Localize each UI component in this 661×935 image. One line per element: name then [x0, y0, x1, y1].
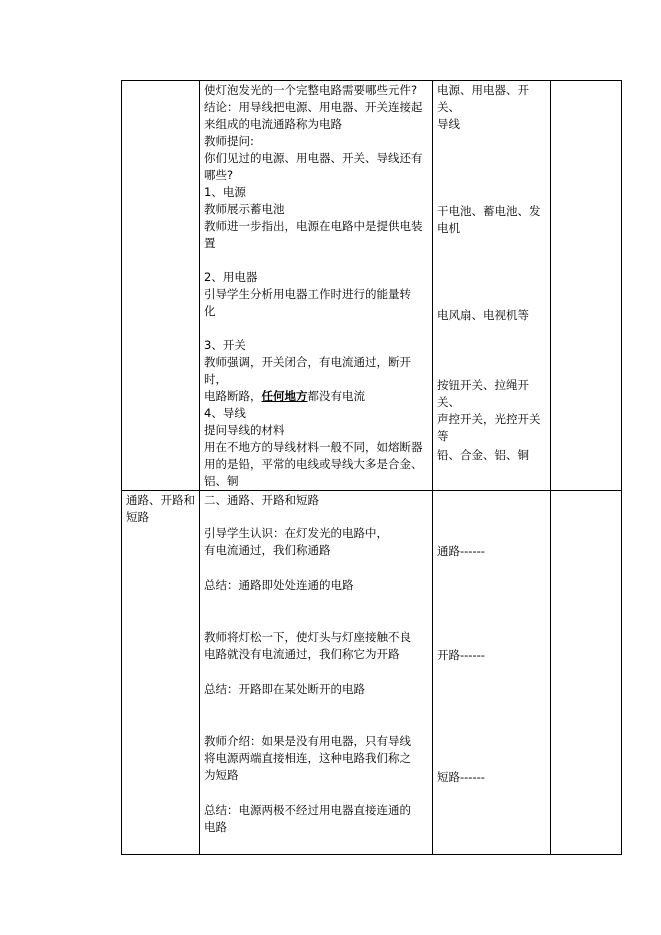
content-line: 教师强调，开关闭合，有电流通过，断开时，	[204, 355, 411, 386]
content-cell	[200, 491, 433, 855]
emphasis-text: 任何地方	[261, 389, 308, 403]
content-line: 1、电源	[204, 185, 246, 199]
text-run: 都没有电流	[307, 389, 365, 403]
content-line: 教师介绍：如果是没有用电器，只有导线	[204, 734, 411, 748]
topic-cell	[122, 81, 200, 491]
content-line	[204, 388, 429, 405]
content-line: 总结：通路即处处连通的电路	[204, 578, 354, 592]
content-line: 用在不地方的导线材料一般不同，如熔断器	[204, 440, 423, 454]
notes-cell	[551, 81, 622, 491]
content-cell	[200, 81, 433, 491]
content-line: 来组成的电流通路称为电路	[204, 117, 342, 131]
content-line: 你们见过的电源、用电器、开关、导线还有	[204, 151, 423, 165]
topic-cell	[122, 491, 200, 855]
topic-line: 通路、开路和	[126, 493, 195, 507]
content-line: 引导学生认识：在灯发光的电路中，	[204, 526, 388, 540]
content-line: 教师展示蓄电池	[204, 202, 285, 216]
content-line: 电路就没有电流通过，我们称它为开路	[204, 647, 400, 661]
content-line: 为短路	[204, 768, 239, 782]
content-line: 总结：电源两极不经过用电器直接连通的	[204, 803, 411, 817]
answer-line: 开路------	[437, 648, 485, 662]
topic-line: 短路	[126, 510, 149, 524]
content-line: 将电源两端直接相连，这种电路我们称之	[204, 751, 411, 765]
content-line: 化	[204, 304, 216, 318]
answer-line: 按钮开关、拉绳开关、	[437, 378, 529, 409]
content-line: 提问导线的材料	[204, 423, 285, 437]
content-line: 3、开关	[204, 338, 246, 352]
content-line: 用的是铅，平常的电线或导线大多是合金、	[204, 457, 423, 471]
answer-cell	[433, 491, 551, 855]
answer-line: 铅、合金、铝、铜	[437, 448, 529, 462]
content-line: 4、导线	[204, 406, 246, 420]
answer-line: 声控开关，光控开关	[437, 412, 541, 426]
content-line: 铝、铜	[204, 474, 239, 488]
text-run: 电路断路，	[204, 389, 262, 403]
section-heading: 二、通路、开路和短路	[204, 493, 319, 507]
lesson-table	[121, 80, 622, 855]
answer-line: 电风扇、电视机等	[437, 308, 529, 322]
content-line: 引导学生分析用电器工作时进行的能量转	[204, 287, 411, 301]
notes-cell	[551, 491, 622, 855]
content-line: 有电流通过，我们称通路	[204, 543, 331, 557]
content-line: 教师提问:	[204, 134, 254, 148]
content-line: 总结：开路即在某处断开的电路	[204, 682, 365, 696]
table-row	[122, 81, 622, 491]
content-line: 电路	[204, 820, 227, 834]
table-row	[122, 491, 622, 855]
answer-line: 等	[437, 429, 449, 443]
content-line: 教师将灯松一下，使灯头与灯座接触不良	[204, 630, 411, 644]
content-line: 教师进一步指出，电源在电路中是提供电装	[204, 219, 423, 233]
content-line: 结论：用导线把电源、用电器、开关连接起	[204, 100, 423, 114]
content-line: 置	[204, 236, 216, 250]
content-line: 哪些?	[204, 168, 234, 182]
answer-line: 短路------	[437, 770, 485, 784]
answer-line: 电机	[437, 221, 460, 235]
answer-line: 干电池、蓄电池、发	[437, 204, 541, 218]
content-line: 使灯泡发光的一个完整电路需要哪些元件?	[204, 83, 418, 97]
answer-line: 导线	[437, 117, 460, 131]
answer-cell	[433, 81, 551, 491]
content-line: 2、用电器	[204, 270, 258, 284]
answer-line: 通路------	[437, 544, 485, 558]
answer-line: 电源、用电器、开关、	[437, 83, 529, 114]
